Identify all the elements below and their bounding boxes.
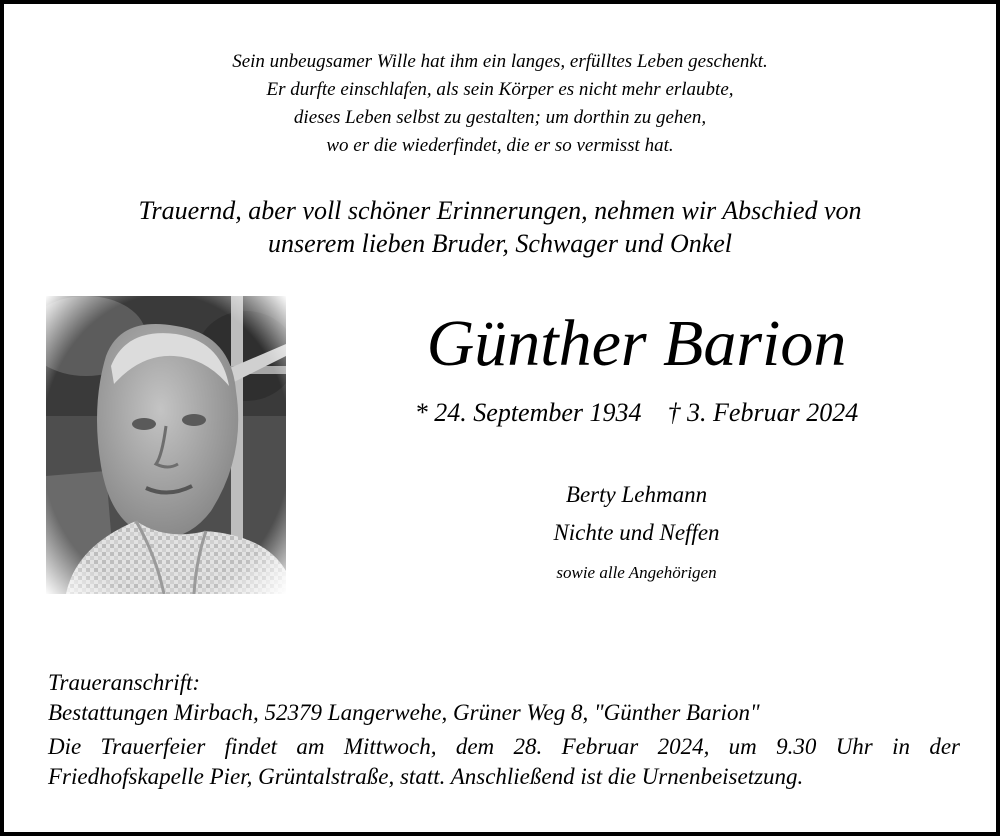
poem-line-2: Er durfte einschlafen, als sein Körper es nicht mehr erlaubte, [266,79,734,100]
mourning-address: Bestattungen Mirbach, 52379 Langerwehe, Grüner Weg 8, "Günther Barion" [48,700,760,725]
farewell-intro [4,194,996,260]
ceremony-line-1: Die Trauerfeier findet am Mittwoch, dem 28. Februar 2024, um 9.30 Uhr in der [48,734,960,759]
footer-info [48,668,960,792]
address-label: Traueranschrift: [48,670,201,695]
intro-line-2: unserem lieben Bruder, Schwager und Onkel [267,229,733,258]
poem-line-3: dieses Leben selbst zu gestalten; um dorthin zu gehen, [293,107,707,128]
portrait-photo [46,296,286,594]
birth-date: * 24. September 1934 [414,398,642,427]
mourner-primary: Berty Lehmann [565,482,708,507]
mourner-secondary: Nichte und Neffen [553,520,720,545]
life-dates [304,396,969,430]
deceased-name: Günther Barion [426,307,847,380]
death-date: † 3. Februar 2024 [667,398,859,427]
mourner-others: sowie alle Angehörigen [556,563,717,582]
poem-line-4: wo er die wiederfindet, die er so vermisst hat. [326,135,674,156]
poem-block [4,48,996,160]
ceremony-line-2: Friedhofskapelle Pier, Grüntalstraße, statt. Anschließend ist die Urnenbeisetzung. [48,764,804,789]
poem-line-1: Sein unbeugsamer Wille hat ihm ein langes, erfülltes Leben geschenkt. [232,51,768,72]
intro-line-1: Trauernd, aber voll schöner Erinnerungen, nehmen wir Abschied von [138,196,862,225]
